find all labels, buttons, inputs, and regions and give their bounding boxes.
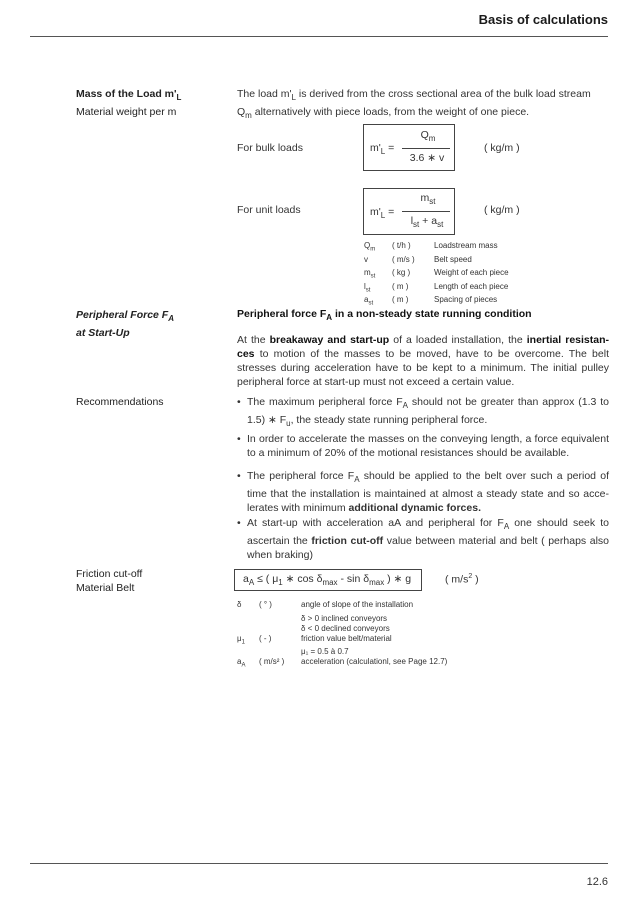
mass-legend-symbol: $a_{st}$ bbox=[364, 295, 374, 307]
friction-legend-unit bbox=[259, 614, 301, 624]
bullet-dot: • bbox=[237, 396, 241, 408]
friction-legend-description: δ < 0 declined conveyors bbox=[301, 623, 390, 633]
unit-lhs: $m'_L$ = bbox=[370, 206, 395, 221]
bulk-lhs: $m'_L$ = bbox=[370, 142, 395, 157]
mass-legend-unit: ( m ) bbox=[392, 281, 409, 291]
unit-loads-formula bbox=[363, 188, 455, 235]
friction-legend-unit: ( m/s² ) bbox=[259, 657, 285, 667]
bulk-numerator: $Q_m$ bbox=[420, 129, 436, 144]
mass-legend-unit: ( kg ) bbox=[392, 268, 411, 278]
mass-side-heading: Mass of the Load $m'_L$ Material weight per m bbox=[76, 88, 182, 119]
mass-legend-symbol: $Q_m$ bbox=[364, 241, 376, 253]
friction-legend-description: friction value belt/material bbox=[301, 633, 392, 643]
mass-legend-symbol: $m_{st}$ bbox=[364, 268, 376, 280]
friction-legend-row bbox=[237, 600, 447, 614]
mass-legend bbox=[364, 241, 515, 309]
friction-legend-row bbox=[237, 624, 447, 634]
mass-legend-symbol: $l_{st}$ bbox=[364, 281, 371, 294]
mass-legend-unit: ( m/s ) bbox=[392, 254, 415, 264]
header-rule bbox=[30, 36, 608, 37]
friction-side-heading: Friction cut-off Material Belt bbox=[76, 568, 143, 594]
mass-legend-description: Weight of each piece bbox=[434, 268, 509, 278]
recommendations-label: Recommendations bbox=[76, 396, 164, 408]
bullet-item-accelerate: • In order to accelerate the masses on the conveying length, a force equivalent to a minimum of 20% of the motional resistances should be available. bbox=[237, 433, 609, 459]
friction-legend-symbol bbox=[237, 647, 259, 657]
friction-legend-row bbox=[237, 634, 447, 648]
footer-rule bbox=[30, 863, 608, 864]
bullet-dot: • bbox=[237, 433, 241, 445]
force-side-heading: Peripheral Force $F_A$ at Start-Up bbox=[76, 309, 174, 340]
bullet-item-max-force: • The maximum peripheral force $F_A$ should not be greater than approx (1.3 to 1.5) ∗ $F_u$, the steady state running peripheral force. bbox=[237, 396, 609, 429]
mass-legend-symbol: v bbox=[364, 254, 368, 264]
bulk-loads-label: For bulk loads bbox=[237, 142, 303, 154]
friction-legend bbox=[237, 600, 447, 671]
bullet-item-friction: • At start-up with acceleration aA and peripheral for $F_A$ one should seek to ascertain the friction cut-off value between material and belt ( perhaps also when braking) bbox=[237, 517, 609, 562]
bullet-dot: • bbox=[237, 517, 241, 529]
friction-legend-symbol bbox=[237, 614, 259, 624]
bulk-loads-formula bbox=[363, 124, 455, 171]
bulk-denominator: 3.6 ∗ v bbox=[409, 152, 445, 164]
friction-legend-description: δ > 0 inclined conveyors bbox=[301, 613, 388, 623]
unit-numerator: $m_{st}$ bbox=[420, 192, 436, 207]
friction-legend-row bbox=[237, 657, 447, 671]
mass-legend-row bbox=[364, 282, 515, 296]
friction-legend-unit: ( - ) bbox=[259, 633, 272, 643]
friction-legend-description: μ₁ = 0.5 à 0.7 bbox=[301, 647, 349, 657]
mass-legend-description: Loadstream mass bbox=[434, 241, 498, 250]
mass-legend-row bbox=[364, 295, 515, 309]
friction-legend-unit bbox=[259, 647, 301, 657]
mass-legend-row bbox=[364, 268, 515, 282]
force-intro-paragraph: At the breakaway and start-up of a loaded installation, the inertial resistances to motion of the masses to be moved, have to be overcome. The belt stresses during acceleration have to be kept to a minimum. The initial pulley peripheral force at start-up must not exceed a certain value. bbox=[237, 334, 609, 388]
friction-legend-symbol: $a_A$ bbox=[237, 657, 246, 669]
friction-legend-row bbox=[237, 647, 447, 657]
unit-fraction-line bbox=[402, 211, 450, 212]
friction-legend-symbol: δ bbox=[237, 600, 242, 609]
mass-legend-row bbox=[364, 241, 515, 255]
unit-unit: ( kg/m ) bbox=[484, 204, 520, 216]
mass-side-subheading: Material weight per m bbox=[76, 106, 177, 119]
page-header-title: Basis of calculations bbox=[478, 12, 608, 27]
friction-formula: $a_A$ ≤ ( $\mu_1$ ∗ $\cos \delta_{max}$ - $\sin \delta_{max}$ ) ∗ g bbox=[234, 569, 422, 591]
unit-denominator: $l_{st} + a_{st}$ bbox=[410, 215, 444, 230]
friction-unit: ( $m/s^2$ ) bbox=[445, 573, 479, 586]
friction-legend-unit bbox=[259, 624, 301, 634]
friction-legend-symbol: $\mu_1$ bbox=[237, 633, 245, 646]
mass-legend-unit: ( m ) bbox=[392, 295, 409, 305]
mass-legend-unit: ( t/h ) bbox=[392, 241, 411, 250]
bullet-dot: • bbox=[237, 470, 241, 482]
friction-legend-symbol bbox=[237, 624, 259, 634]
friction-legend-description: angle of slope of the installation bbox=[301, 600, 414, 609]
mass-legend-row bbox=[364, 255, 515, 269]
mass-legend-description: Spacing of pieces bbox=[434, 295, 498, 305]
unit-loads-label: For unit loads bbox=[237, 204, 301, 216]
mass-legend-description: Belt speed bbox=[434, 254, 472, 264]
force-section-title: Peripheral force $F_A$ in a non-steady state running condition bbox=[237, 308, 532, 323]
mass-legend-description: Length of each piece bbox=[434, 281, 509, 291]
bullet-item-apply-force: • The peripheral force $F_A$ should be applied to the belt over such a period of time that the installation is maintained at almost a steady state and so accelerates with minimum additional dynamic forces. bbox=[237, 470, 609, 515]
mass-intro-paragraph: The load $m'_L$ is derived from the cross sectional area of the bulk load stream $Q_m$ alternatively with piece loads, from the weight of one piece. bbox=[237, 88, 591, 121]
friction-legend-unit: ( ° ) bbox=[259, 600, 272, 609]
bulk-unit: ( kg/m ) bbox=[484, 142, 520, 154]
bulk-fraction-line bbox=[402, 148, 450, 149]
friction-legend-row bbox=[237, 614, 447, 624]
page-number: 12.6 bbox=[586, 876, 608, 888]
friction-legend-description: acceleration (calculationl, see Page 12.7) bbox=[301, 657, 448, 667]
